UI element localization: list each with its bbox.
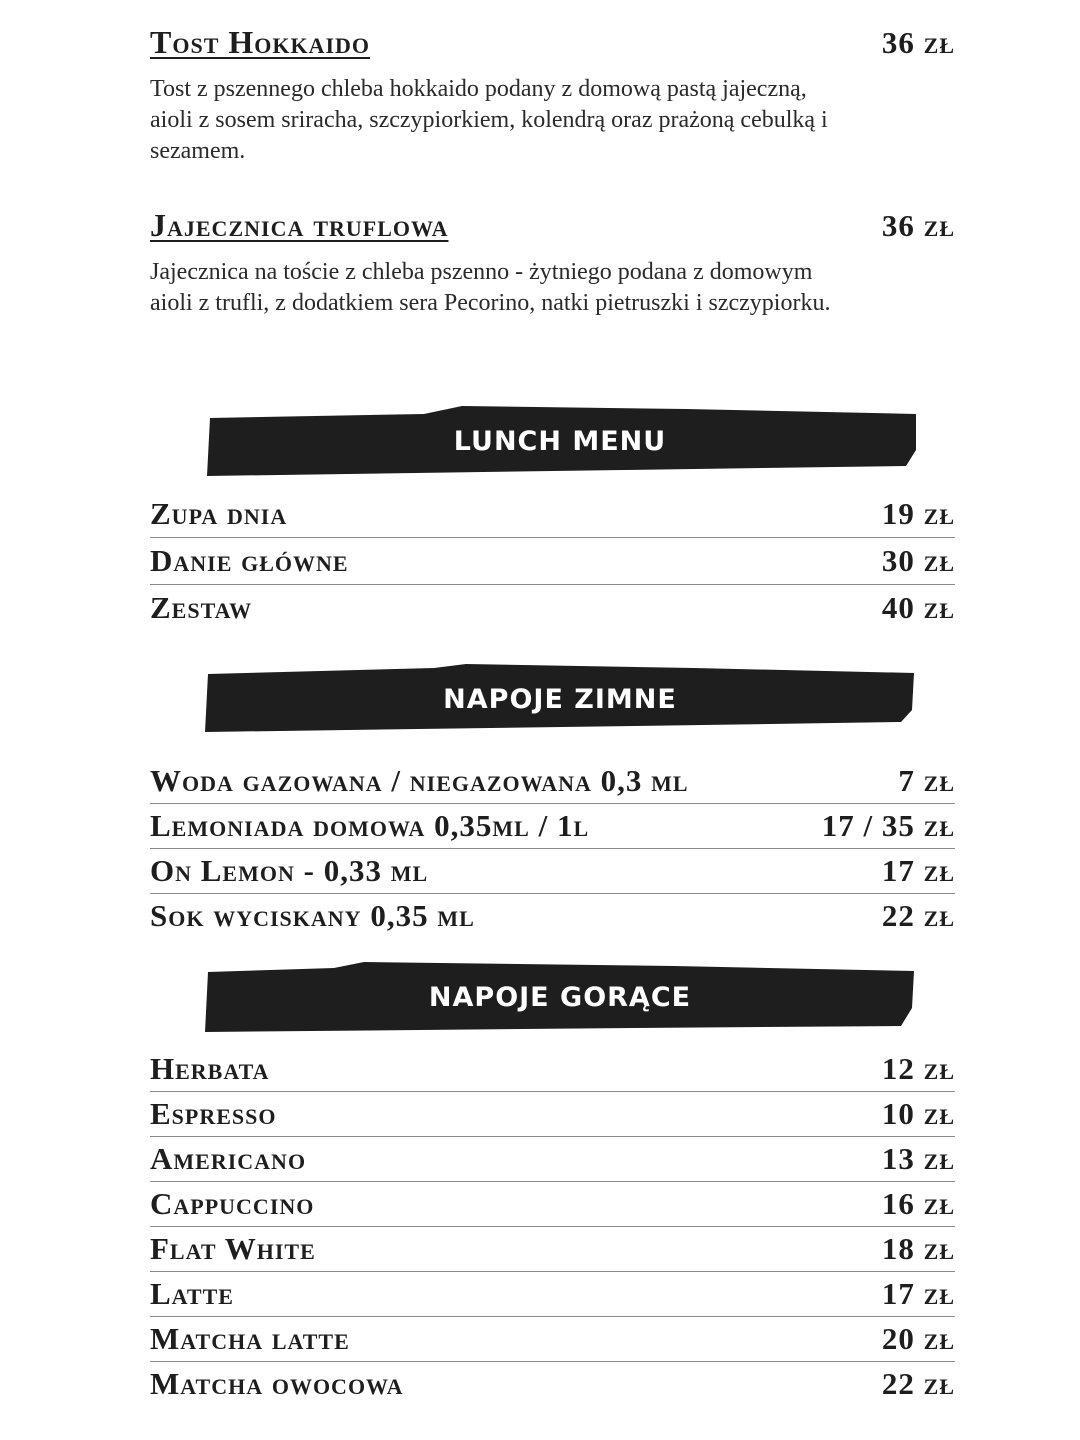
item-price: 30 zł bbox=[881, 543, 955, 578]
item-price: 22 zł bbox=[881, 898, 955, 933]
item-price: 20 zł bbox=[881, 1321, 955, 1356]
item-name: Zupa dnia bbox=[150, 495, 288, 531]
lunch-menu-list bbox=[150, 490, 955, 631]
section-title: LUNCH MENU bbox=[453, 426, 667, 457]
dish-name: Jajecznica truflowa bbox=[150, 207, 449, 243]
item-price: 19 zł bbox=[881, 495, 955, 531]
item-name: Cappuccino bbox=[150, 1186, 315, 1221]
item-name: Espresso bbox=[150, 1096, 277, 1131]
item-name: Flat White bbox=[150, 1231, 316, 1266]
item-price: 10 zł bbox=[881, 1096, 955, 1131]
item-price: 17 / 35 zł bbox=[821, 808, 955, 843]
section-banner-cold bbox=[204, 664, 916, 736]
section-banner-hot bbox=[204, 962, 916, 1034]
cold-drinks-list bbox=[150, 758, 955, 938]
item-price: 18 zł bbox=[881, 1231, 955, 1266]
item-price: 12 zł bbox=[881, 1050, 955, 1086]
item-name: Matcha latte bbox=[150, 1321, 350, 1356]
list-item bbox=[150, 1316, 955, 1361]
dish-header bbox=[150, 24, 955, 64]
item-price: 13 zł bbox=[881, 1141, 955, 1176]
item-name: On Lemon - 0,33 ml bbox=[150, 853, 429, 888]
list-item bbox=[150, 490, 955, 537]
list-item bbox=[150, 584, 955, 631]
dish-description: Tost z pszennego chleba hokkaido podany z domową pastą jajeczną, aioli z sosem sriracha, szczypiorkiem, kolendrą oraz prażoną cebulką i sezamem. bbox=[150, 76, 828, 164]
item-name: Sok wyciskany 0,35 ml bbox=[150, 898, 475, 933]
item-name: Herbata bbox=[150, 1050, 270, 1086]
item-name: Danie główne bbox=[150, 543, 349, 578]
dish-jajecznica-truflowa bbox=[150, 207, 955, 319]
list-item bbox=[150, 1361, 955, 1406]
hot-drinks-list bbox=[150, 1046, 955, 1406]
list-item bbox=[150, 537, 955, 584]
item-name: Latte bbox=[150, 1276, 234, 1311]
list-item bbox=[150, 1136, 955, 1181]
dish-description: Jajecznica na toście z chleba pszenno - żytniego podana z domowym aioli z trufli, z dodatkiem sera Pecorino, natki pietruszki i szczypiorku. bbox=[150, 259, 831, 316]
list-item bbox=[150, 1181, 955, 1226]
list-item bbox=[150, 1226, 955, 1271]
item-name: Zestaw bbox=[150, 590, 253, 625]
item-price: 17 zł bbox=[881, 1276, 955, 1311]
item-name: Lemoniada domowa 0,35ml / 1l bbox=[150, 808, 590, 843]
section-title: NAPOJE ZIMNE bbox=[443, 684, 677, 715]
dish-price: 36 zł bbox=[881, 25, 955, 60]
item-name: Matcha owocowa bbox=[150, 1366, 404, 1401]
dish-tost-hokkaido bbox=[150, 24, 955, 167]
list-item bbox=[150, 1271, 955, 1316]
item-price: 7 zł bbox=[898, 762, 955, 798]
dish-header bbox=[150, 207, 955, 247]
section-banner-lunch bbox=[204, 406, 916, 478]
list-item bbox=[150, 848, 955, 893]
list-item bbox=[150, 1091, 955, 1136]
item-price: 17 zł bbox=[881, 853, 955, 888]
item-price: 40 zł bbox=[881, 590, 955, 625]
list-item bbox=[150, 758, 955, 803]
item-price: 22 zł bbox=[881, 1366, 955, 1401]
dish-price: 36 zł bbox=[881, 208, 955, 243]
section-title: NAPOJE GORĄCE bbox=[428, 982, 692, 1013]
item-name: Americano bbox=[150, 1141, 307, 1176]
item-name: Woda gazowana / niegazowana 0,3 ml bbox=[150, 762, 689, 798]
list-item bbox=[150, 803, 955, 848]
list-item bbox=[150, 1046, 955, 1091]
list-item bbox=[150, 893, 955, 938]
dish-name: Tost Hokkaido bbox=[150, 24, 371, 60]
item-price: 16 zł bbox=[881, 1186, 955, 1221]
